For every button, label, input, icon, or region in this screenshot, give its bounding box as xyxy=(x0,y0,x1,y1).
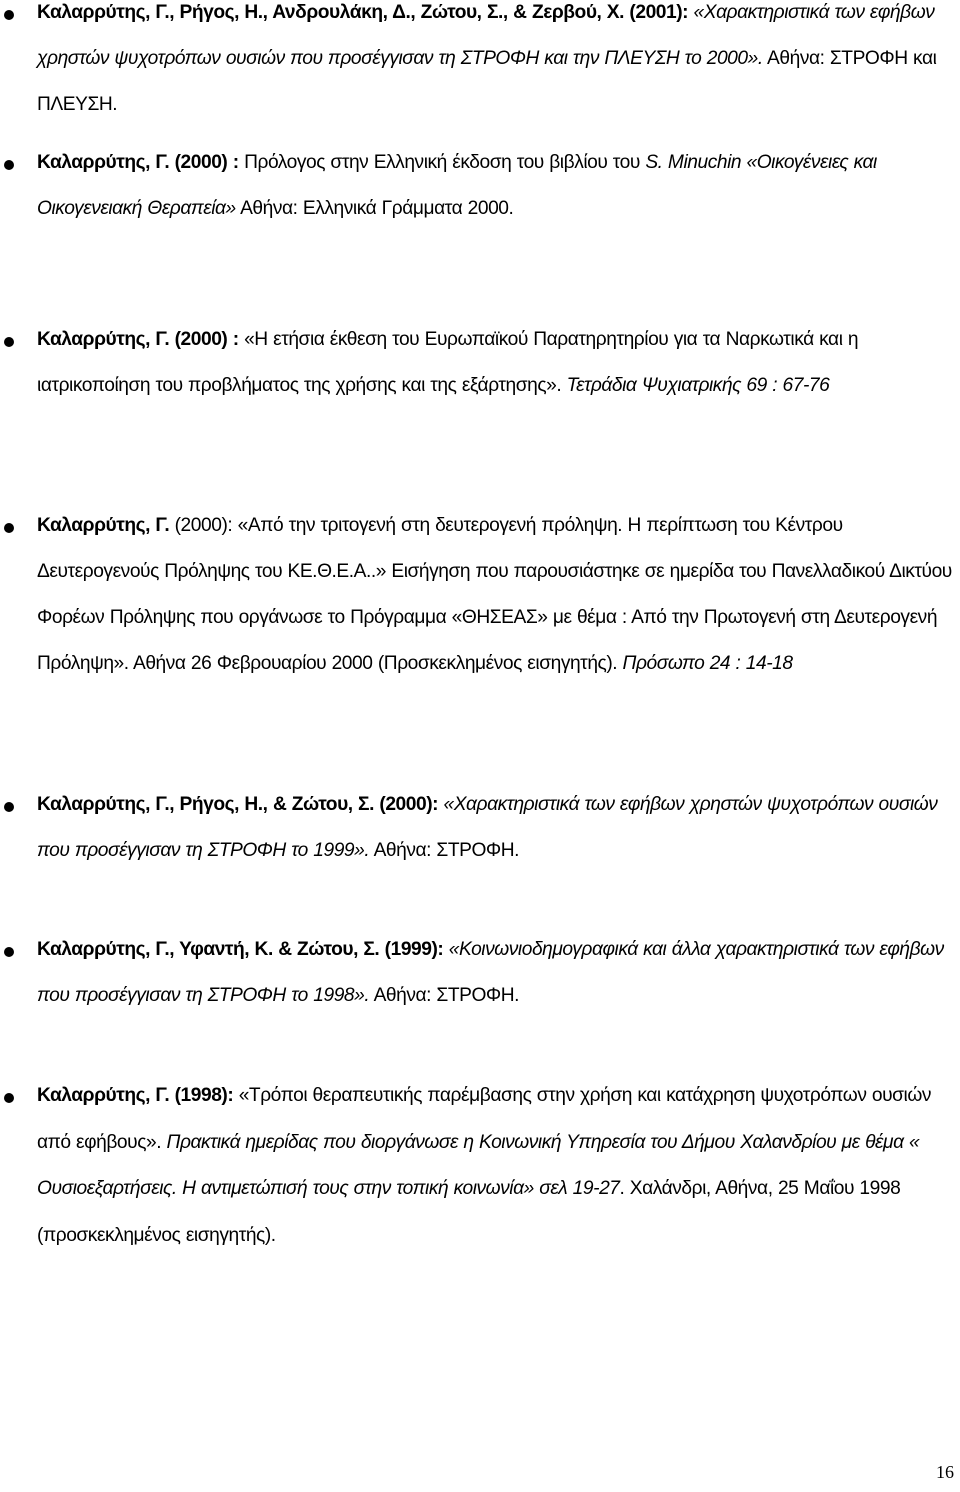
reference-text xyxy=(37,317,957,409)
reference-text xyxy=(37,1073,957,1259)
page-number: 16 xyxy=(936,1462,954,1482)
bullet-icon xyxy=(4,802,14,812)
reference-journal: Τετράδια Ψυχιατρικής 69 : 67-76 xyxy=(566,375,830,396)
reference-title: «Τρόποι θεραπευτικής παρέμβασης στην χρήση και κατάχρηση ψυχοτρόπων ουσιών από εφήβους». xyxy=(37,1085,932,1153)
reference-text xyxy=(37,503,957,687)
reference-text xyxy=(37,140,957,232)
reference-title: S. Minuchin «Οικογένειες και Οικογενειακή Θεραπεία» xyxy=(37,152,877,219)
reference-publisher: . Χαλάνδρι, Αθήνα, 25 Μαΐου 1998 (προσκεκλημένος εισηγητής). xyxy=(37,1178,901,1246)
reference-authors: Καλαρρύτης, Γ. (2000) : xyxy=(37,329,239,350)
reference-authors: Καλαρρύτης, Γ. (2000) : xyxy=(37,152,239,173)
bullet-icon xyxy=(4,160,14,170)
reference-text xyxy=(37,782,957,874)
reference-publisher: Αθήνα: ΣΤΡΟΦΗ. xyxy=(369,985,520,1006)
bullet-icon xyxy=(4,523,14,533)
reference-title: «Χαρακτηριστικά των εφήβων χρηστών ψυχοτρόπων ουσιών που προσέγγισαν τη ΣΤΡΟΦΗ το 1999». xyxy=(37,794,938,861)
reference-proceedings: Πρακτικά ημερίδας που διοργάνωσε η Κοινωνική Υπηρεσία του Δήμου Χαλανδρίου με θέμα « Ουσιοεξαρτήσεις. Η αντιμετώπισή τους στην τοπική κοινωνία» σελ 19-27 xyxy=(37,1131,920,1199)
reference-authors: Καλαρρύτης, Γ. (1998): xyxy=(37,1085,234,1106)
bullet-icon xyxy=(4,10,14,20)
reference-text xyxy=(37,927,957,1019)
bullet-icon xyxy=(4,1093,14,1103)
reference-publisher: Αθήνα: Ελληνικά Γράμματα 2000. xyxy=(235,198,514,219)
reference-authors: Καλαρρύτης, Γ., Υφαντή, Κ. & Ζώτου, Σ. (1999): xyxy=(37,939,444,960)
reference-title: «Χαρακτηριστικά των εφήβων χρηστών ψυχοτρόπων ουσιών που προσέγγισαν τη ΣΤΡΟΦΗ και την ΠΛΕΥΣΗ το 2000». xyxy=(37,2,935,69)
reference-authors: Καλαρρύτης, Γ. xyxy=(37,515,170,536)
reference-text xyxy=(37,0,957,128)
reference-publisher: Αθήνα: ΣΤΡΟΦΗ. xyxy=(369,840,520,861)
bullet-icon xyxy=(4,947,14,957)
reference-title: «Η ετήσια έκθεση του Ευρωπαϊκού Παρατηρητηρίου για τα Ναρκωτικά και η ιατρικοποίηση του προβλήματος της χρήσης και της εξάρτησης». xyxy=(37,329,859,396)
reference-authors: Καλαρρύτης, Γ., Ρήγος, Η., Ανδρουλάκη, Δ., Ζώτου, Σ., & Ζερβού, Χ. (2001): xyxy=(37,2,694,23)
reference-authors: Καλαρρύτης, Γ., Ρήγος, Η., & Ζώτου, Σ. (2000): xyxy=(37,794,439,815)
reference-publisher: Αθήνα: ΣΤΡΟΦΗ και ΠΛΕΥΣΗ. xyxy=(37,48,937,115)
reference-description: Πρόλογος στην Ελληνική έκδοση του βιβλίου του xyxy=(238,152,646,173)
reference-title: (2000): «Από την τριτογενή στη δευτερογενή πρόληψη. Η περίπτωση του Κέντρου Δευτερογενούς Πρόληψης του ΚΕ.Θ.Ε.Α..» Εισήγηση που παρουσιάστηκε σε ημερίδα του Πανελλαδικού Δικτύου Φορέων Πρόληψης που οργάνωσε το Πρόγραμμα «ΘΗΣΕΑΣ» με θέμα : Από την Πρωτογενή στη Δευτερογενή Πρόληψη». Αθήνα 26 Φεβρουαρίου 2000 (Προσκεκλημένος εισηγητής). xyxy=(37,515,952,674)
reference-journal: Πρόσωπο 24 : 14-18 xyxy=(622,653,793,674)
reference-title: «Κοινωνιοδημογραφικά και άλλα χαρακτηριστικά των εφήβων που προσέγγισαν τη ΣΤΡΟΦΗ το 1998». xyxy=(37,939,944,1006)
bullet-icon xyxy=(4,337,14,347)
